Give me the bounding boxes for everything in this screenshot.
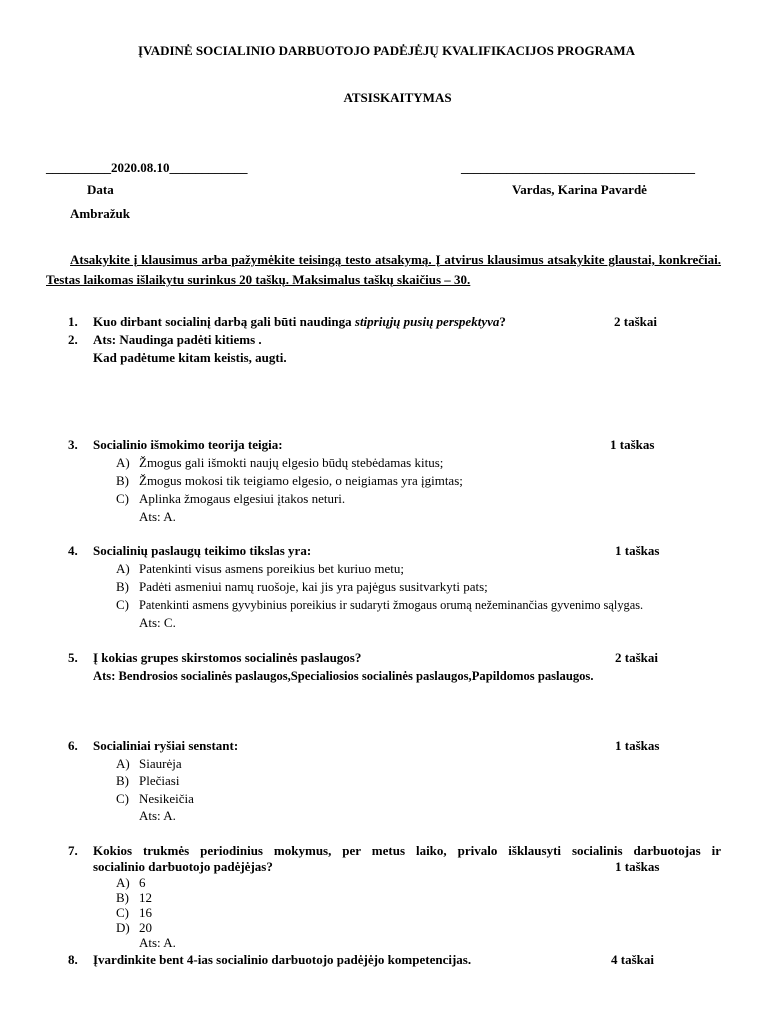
option-label: A) (116, 455, 130, 470)
option-label: B) (116, 890, 129, 905)
option-label: A) (116, 561, 130, 576)
question-number: 4. (68, 543, 78, 558)
option-text: Žmogus gali išmokti naujų elgesio būdų stebėdamas kitus; (139, 455, 444, 470)
option-label: C) (116, 905, 129, 920)
question-number: 1. (68, 314, 78, 329)
question-text: Socialinių paslaugų teikimo tikslas yra: (93, 543, 312, 558)
question-number: 6. (68, 738, 78, 753)
question-text: Kokios trukmės periodinius mokymus, per metus laiko, privalo išklausyti socialinis darbuotojas ir (93, 843, 721, 858)
option-label: C) (116, 491, 129, 506)
question-number: 7. (68, 843, 78, 858)
question-text: Įvardinkite bent 4-ias socialinio darbuotojo padėjėjo kompetencijas. (93, 952, 472, 967)
answer-text: Ats: Naudinga padėti kitiems . (93, 332, 262, 347)
option-text: Aplinka žmogaus elgesiui įtakos neturi. (139, 491, 346, 506)
question-text: Kuo dirbant socialinį darbą gali būti naudinga stipriųjų pusių perspektyva? (93, 314, 506, 329)
name-field: ____________________________________ (461, 160, 695, 175)
option-label: D) (116, 920, 130, 935)
question-text: Socialiniai ryšiai senstant: (93, 738, 239, 753)
question-points: 1 taškas (615, 543, 660, 558)
program-title: ĮVADINĖ SOCIALINIO DARBUOTOJO PADĖJĖJŲ KVALIFIKACIJOS PROGRAMA (137, 43, 636, 58)
question-text-continued: socialinio darbuotojo padėjėjas? (93, 859, 273, 874)
date-label: Data (87, 182, 114, 197)
option-text: Siaurėja (139, 756, 182, 771)
option-text: Patenkinti asmens gyvybinius poreikius ir sudaryti žmogaus orumą nežeminančias gyvenimo sąlygas. (139, 598, 644, 612)
option-text: Plečiasi (139, 773, 180, 788)
option-text: Patenkinti visus asmens poreikius bet kuriuo metu; (139, 561, 405, 576)
question-number: 3. (68, 437, 78, 452)
question-number: 5. (68, 650, 78, 665)
answer-text: Kad padėtume kitam keistis, augti. (93, 350, 287, 365)
option-label: C) (116, 791, 129, 806)
answer-text: Ats: Bendrosios socialinės paslaugos,Specialiosios socialinės paslaugos,Papildomos paslaugos. (93, 669, 594, 683)
question-points: 4 taškai (611, 952, 654, 967)
option-text: Žmogus mokosi tik teigiamo elgesio, o neigiamas yra įgimtas; (139, 473, 463, 488)
document-title: ATSISKAITYMAS (343, 90, 452, 105)
option-label: C) (116, 597, 129, 612)
question-text: Į kokias grupes skirstomos socialinės paslaugos? (93, 650, 362, 665)
question-points: 2 taškai (614, 314, 657, 329)
question-number: 8. (68, 952, 78, 967)
option-text: Padėti asmeniui namų ruošoje, kai jis yra pajėgus susitvarkyti pats; (139, 579, 488, 594)
date-field: __________2020.08.10____________ (46, 160, 248, 175)
instructions: Atsakykite į klausimus arba pažymėkite teisingą testo atsakymą. Į atvirus klausimus atsakykite glaustai, konkrečiai. Testas laikomas išlaikytu surinkus 20 taškų. Maksimalus taškų skaičius – 30. (46, 252, 721, 287)
option-label: A) (116, 875, 130, 890)
answer-text: Ats: A. (139, 509, 176, 524)
option-label: B) (116, 579, 129, 594)
name-label: Vardas, Karina Pavardė (512, 182, 647, 197)
option-text: 20 (139, 920, 152, 935)
option-text: 12 (139, 890, 152, 905)
option-label: B) (116, 473, 129, 488)
answer-text: Ats: A. (139, 935, 176, 950)
option-label: A) (116, 756, 130, 771)
question-text: Socialinio išmokimo teorija teigia: (93, 437, 283, 452)
surname-value: Ambražuk (70, 206, 130, 221)
answer-text: Ats: C. (139, 615, 176, 630)
question-points: 1 taškas (615, 859, 660, 874)
option-text: Nesikeičia (139, 791, 194, 806)
option-label: B) (116, 773, 129, 788)
question-points: 1 taškas (615, 738, 660, 753)
option-text: 6 (139, 875, 146, 890)
question-number: 2. (68, 332, 78, 347)
question-points: 2 taškai (615, 650, 658, 665)
option-text: 16 (139, 905, 152, 920)
answer-text: Ats: A. (139, 808, 176, 823)
question-points: 1 taškas (610, 437, 655, 452)
